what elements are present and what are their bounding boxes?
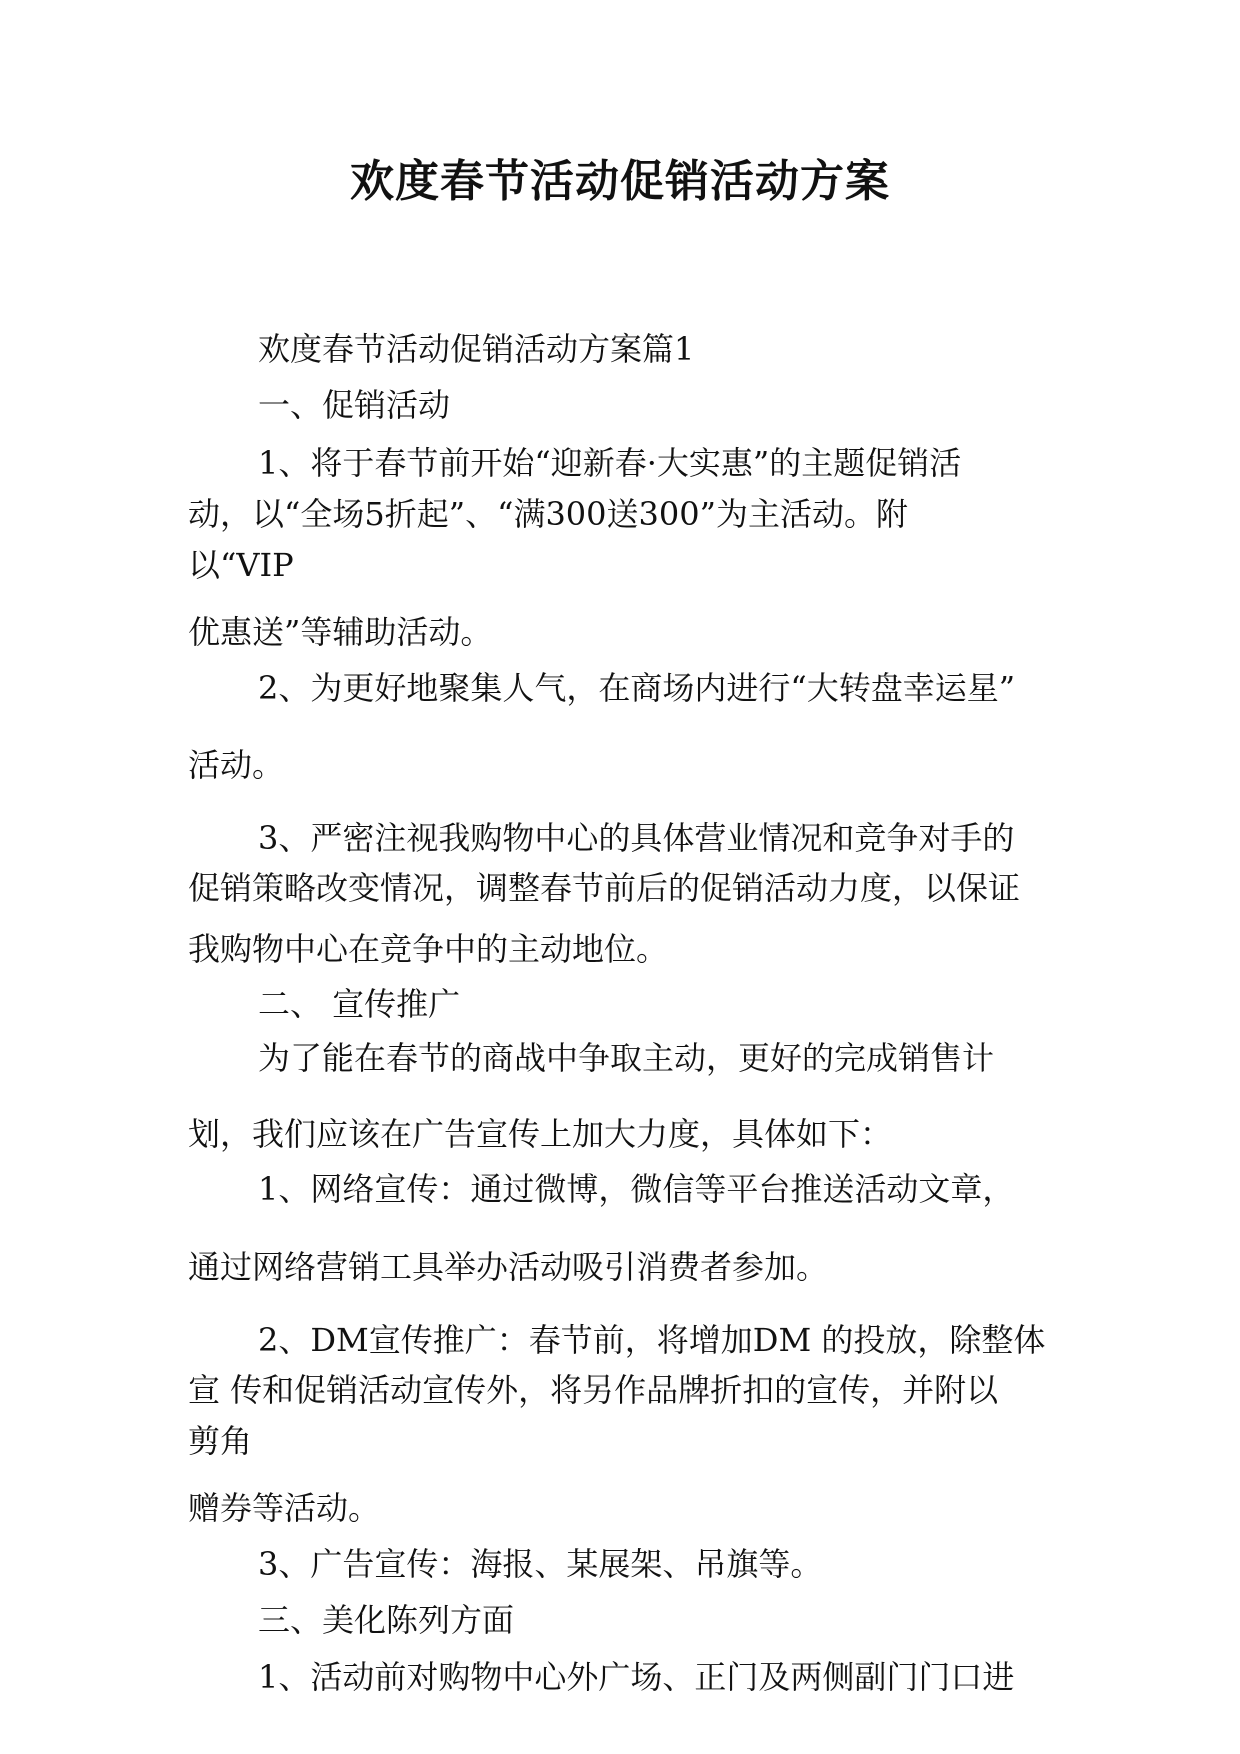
document-title: 欢度春节活动促销活动方案 xyxy=(350,156,890,207)
text-line: 赠券等活动。 xyxy=(188,1489,381,1527)
text-line: 2、为更好地聚集人气，在商场内进行“大转盘幸运星” xyxy=(258,669,1016,707)
text-line: 活动。 xyxy=(188,746,285,784)
text-line: 剪角 xyxy=(188,1422,253,1460)
text-line: 2、DM宣传推广：春节前，将增加DM 的投放，除整体 xyxy=(258,1321,1046,1359)
text-line: 划，我们应该在广告宣传上加大力度，具体如下： xyxy=(188,1115,893,1153)
text-line: 促销策略改变情况，调整春节前后的促销活动力度，以保证 xyxy=(188,869,1021,907)
text-line: 1、活动前对购物中心外广场、正门及两侧副门门口进 xyxy=(258,1658,1015,1696)
text-line: 3、严密注视我购物中心的具体营业情况和竞争对手的 xyxy=(258,819,1015,857)
text-line: 3、广告宣传：海报、某展架、吊旗等。 xyxy=(258,1545,823,1583)
text-line: 为了能在春节的商战中争取主动，更好的完成销售计 xyxy=(258,1039,995,1077)
text-line: 通过网络营销工具举办活动吸引消费者参加。 xyxy=(188,1248,829,1286)
section-heading-part-1: 欢度春节活动促销活动方案篇1 xyxy=(258,330,695,368)
text-line: 宣 传和促销活动宣传外，将另作品牌折扣的宣传，并附以 xyxy=(188,1371,999,1409)
heading-publicity: 二、 宣传推广 xyxy=(258,985,461,1023)
heading-promotion: 一、促销活动 xyxy=(258,386,451,424)
text-line: 1、网络宣传：通过微博，微信等平台推送活动文章， xyxy=(258,1170,1015,1208)
heading-display: 三、美化陈列方面 xyxy=(258,1601,515,1639)
text-line: 以“VIP xyxy=(188,546,294,584)
text-line: 1、将于春节前开始“迎新春·大实惠”的主题促销活 xyxy=(258,444,962,482)
text-line: 我购物中心在竞争中的主动地位。 xyxy=(188,930,669,968)
text-line: 优惠送”等辅助活动。 xyxy=(188,613,493,651)
text-line: 动，以“全场5折起”、“满300送300”为主活动。附 xyxy=(188,495,908,533)
